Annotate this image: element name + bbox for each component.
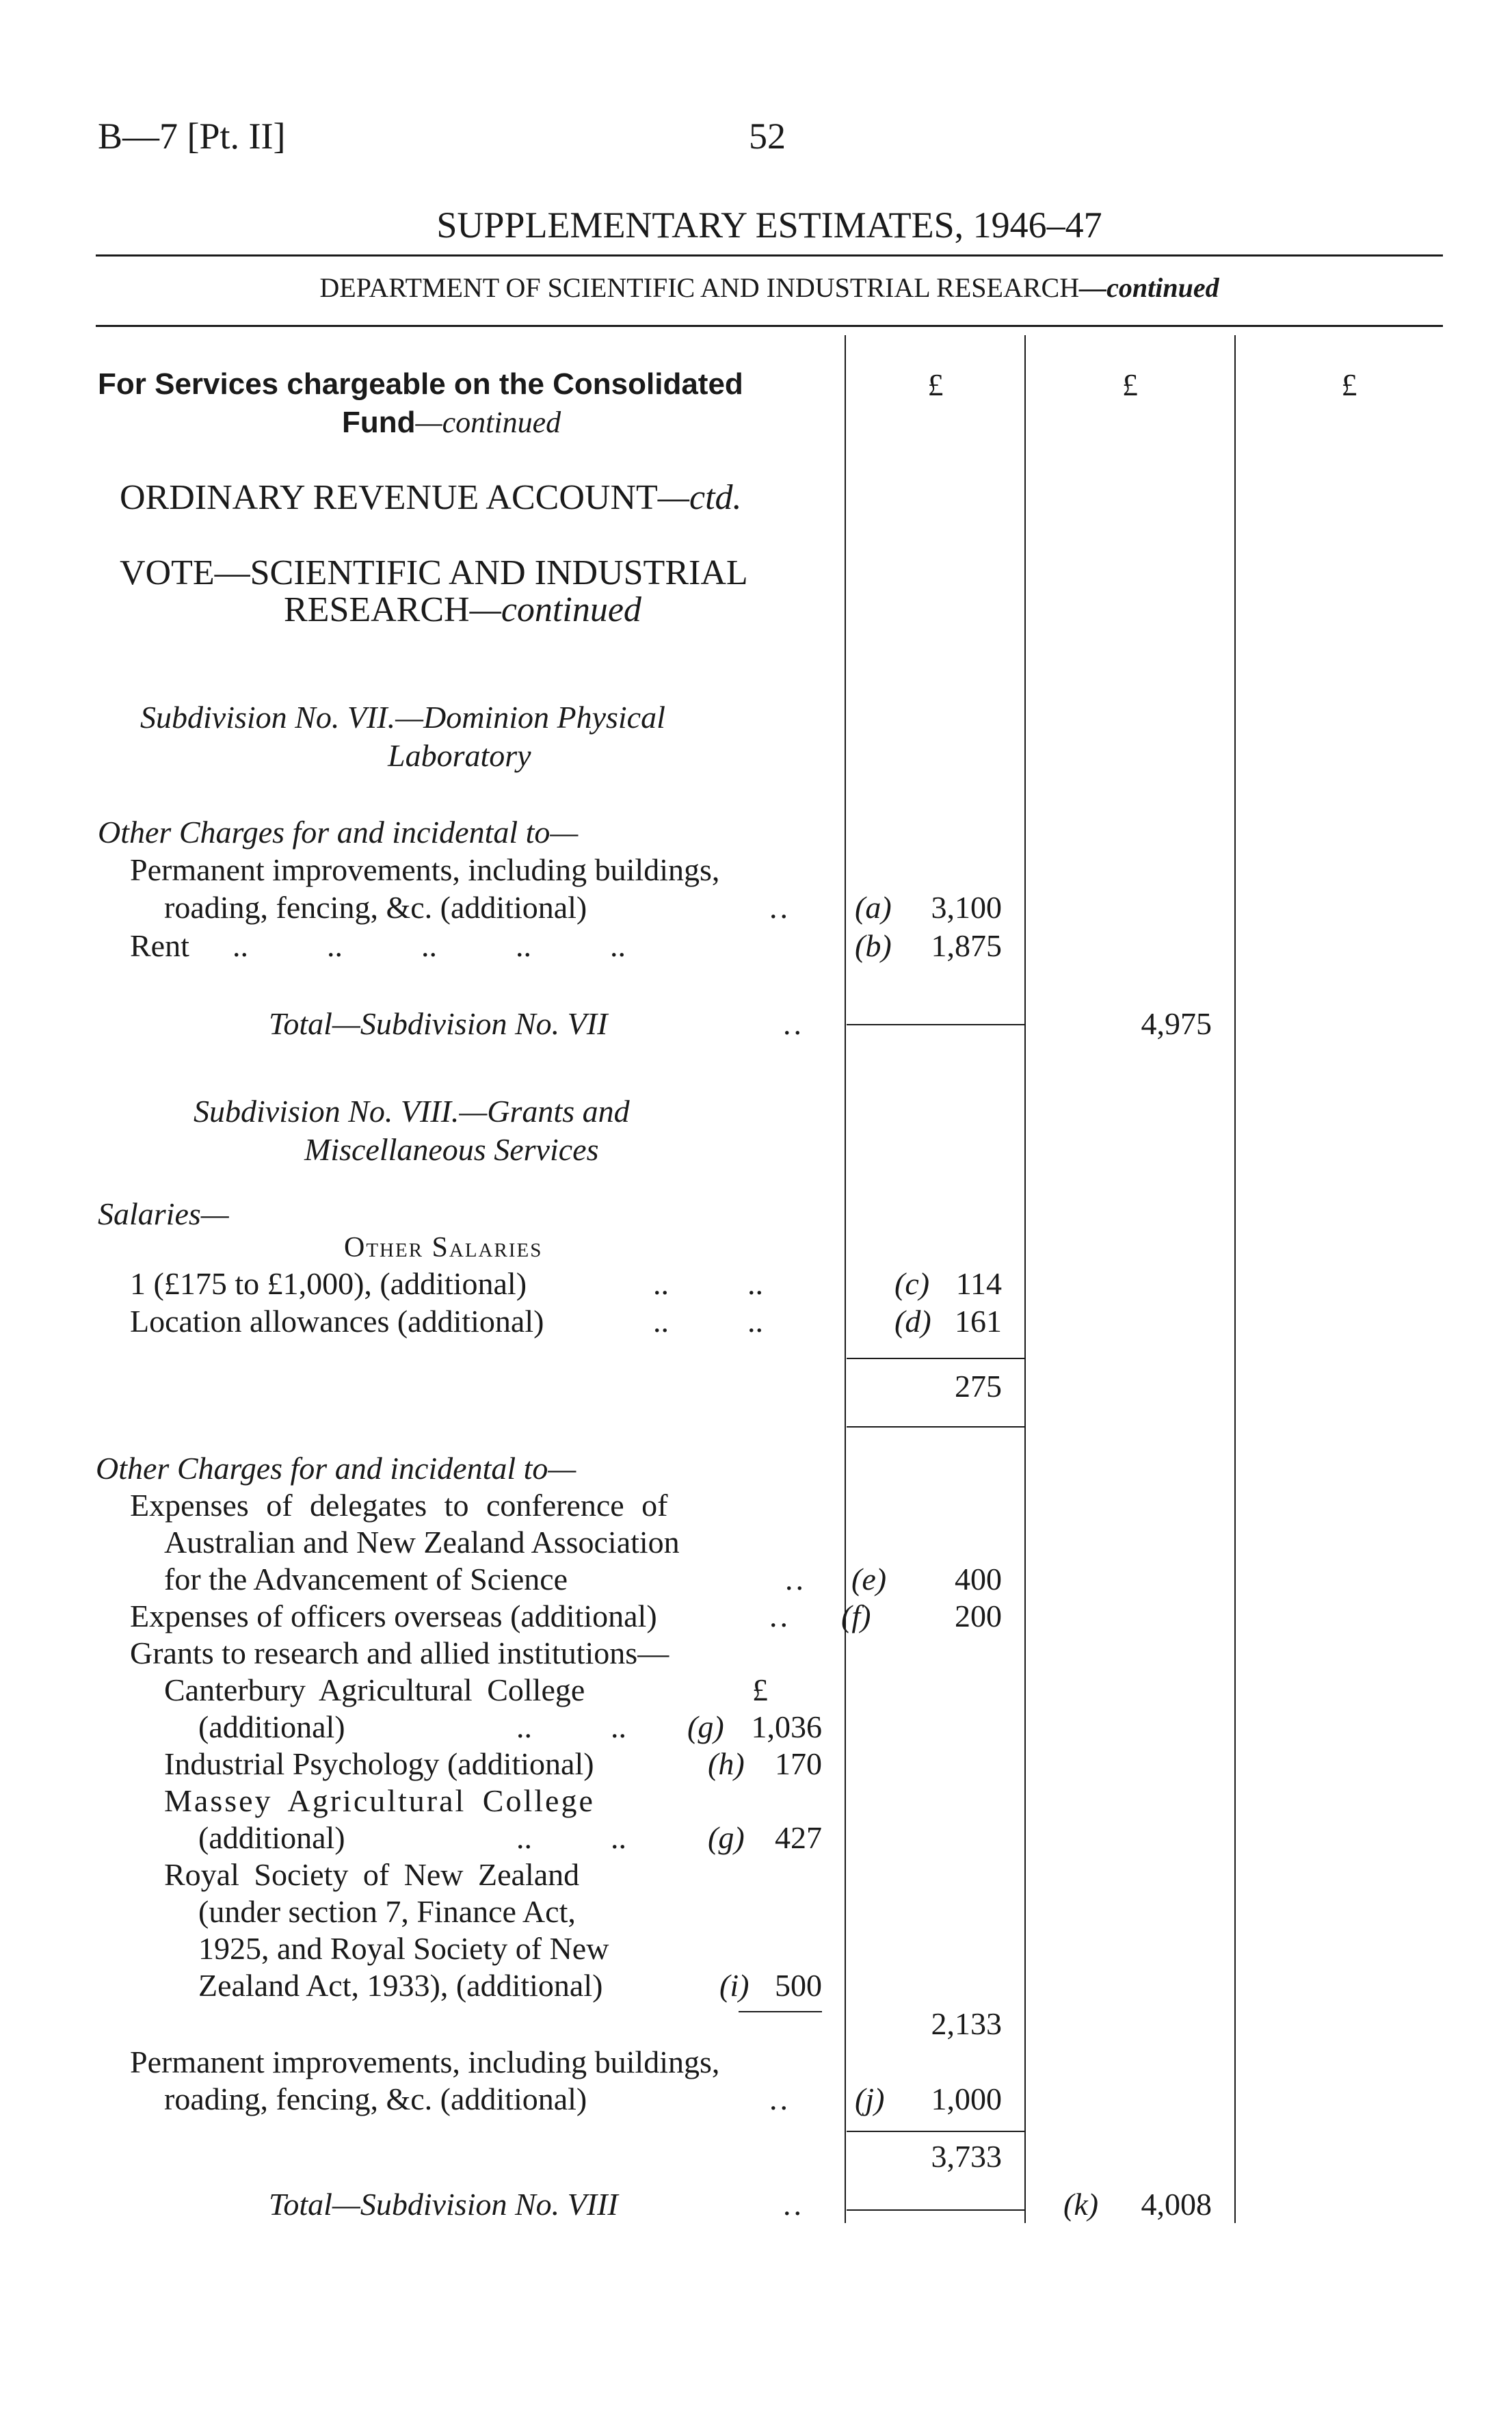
- sub8-other-subtotal: 3,733: [931, 2139, 1002, 2174]
- sub8-massey-line1: Massey Agricultural College: [164, 1783, 595, 1818]
- sub8-off-note: (f): [841, 1599, 871, 1633]
- sub8-perm-note: (j): [855, 2081, 885, 2116]
- sub8-royal-line1: Royal Society of New Zealand: [164, 1857, 580, 1892]
- sub8-massey-note: (g): [708, 1820, 745, 1855]
- sub8-loc-dots: .. ..: [653, 1304, 763, 1339]
- sub7-total-value: 4,975: [1141, 1006, 1212, 1041]
- sub8-off-value: 200: [955, 1599, 1002, 1633]
- department-rule: [96, 325, 1443, 327]
- title-rule: [96, 254, 1443, 257]
- department-suffix: —continued: [1079, 272, 1219, 303]
- vote-heading-line1: VOTE—SCIENTIFIC AND INDUSTRIAL: [120, 553, 748, 592]
- sub7-total-rule: [847, 1024, 1024, 1025]
- sub8-perm-line1: Permanent improvements, including buildings,: [130, 2045, 720, 2079]
- sub7-total-dots: ..: [783, 1006, 804, 1041]
- sub7-rent-note: (b): [855, 928, 892, 963]
- sub8-total-dots: ..: [783, 2187, 804, 2222]
- sub8-psych-label: Industrial Psychology (additional): [164, 1746, 594, 1781]
- sub8-heading-line2: Miscellaneous Services: [304, 1132, 599, 1167]
- sub8-salaries-rule-bottom: [847, 1426, 1024, 1428]
- vote-heading-line2: [284, 590, 641, 631]
- sub8-other-salaries: Other Salaries: [344, 1232, 543, 1263]
- sub8-del-line2: Australian and New Zealand Association: [164, 1525, 680, 1560]
- sub8-other-rule-bottom: [847, 2209, 1024, 2211]
- sub8-salaries-rule-top: [847, 1358, 1024, 1359]
- document-code: B—7 [Pt. II]: [98, 116, 286, 157]
- vote-research: RESEARCH: [284, 590, 470, 629]
- sub7-perm-line1: Permanent improvements, including buildings,: [130, 852, 720, 887]
- sub8-perm-dots: ..: [769, 2081, 791, 2116]
- services-fund: Fund: [342, 406, 416, 439]
- sub7-perm-value: 3,100: [931, 890, 1002, 925]
- sub8-loc-note: (d): [894, 1304, 931, 1339]
- account-name: ORDINARY REVENUE ACCOUNT: [120, 478, 658, 517]
- sub8-other-charges: Other Charges for and incidental to—: [96, 1451, 576, 1486]
- sub8-cant-note: (g): [687, 1709, 724, 1744]
- column-rule-1: [845, 335, 846, 2223]
- sub8-pound: £: [752, 1672, 768, 1707]
- sub8-psych-note: (h): [708, 1746, 745, 1781]
- sub8-cant-dots: .. ..: [516, 1709, 626, 1744]
- sub8-total-note: (k): [1063, 2187, 1099, 2222]
- sub7-heading-line1: Subdivision No. VII.—Dominion Physical: [140, 700, 665, 735]
- sub8-total-value: 4,008: [1141, 2187, 1212, 2222]
- sub8-heading-line1: Subdivision No. VIII.—Grants and: [194, 1094, 630, 1129]
- sub7-rent-label: Rent: [130, 928, 189, 963]
- sub8-perm-value: 1,000: [931, 2081, 1002, 2116]
- services-heading-line1: For Services chargeable on the Consolidated: [98, 367, 743, 401]
- sub8-massey-dots: .. ..: [516, 1820, 626, 1855]
- sub8-off-label: Expenses of officers overseas (additional): [130, 1599, 657, 1633]
- sub8-del-line3: for the Advancement of Science: [164, 1562, 568, 1596]
- services-heading-line2: [342, 405, 561, 440]
- sub8-royal-line2: (under section 7, Finance Act,: [198, 1894, 576, 1929]
- document-title: SUPPLEMENTARY ESTIMATES, 1946–47: [436, 205, 1102, 246]
- account-heading: [120, 477, 742, 518]
- sub8-sal1-value: 114: [955, 1266, 1002, 1301]
- sub8-grants-rule: [739, 2011, 822, 2012]
- sub8-grants-label: Grants to research and allied institutions—: [130, 1635, 669, 1670]
- services-suffix: —continued: [415, 406, 561, 439]
- sub8-del-line1: Expenses of delegates to conference of: [130, 1488, 668, 1523]
- sub8-psych-value: 170: [775, 1746, 822, 1781]
- column-rule-2: [1024, 335, 1026, 2223]
- sub8-salaries: Salaries—: [98, 1196, 229, 1231]
- column-header-3: £: [1341, 367, 1357, 402]
- sub8-sal1-dots: .. ..: [653, 1266, 763, 1301]
- sub7-total-label: Total—Subdivision No. VII: [269, 1006, 608, 1041]
- sub8-del-dots: ..: [785, 1562, 806, 1596]
- sub8-royal-line4: Zealand Act, 1933), (additional): [198, 1968, 603, 2003]
- sub8-cant-line2: (additional): [198, 1709, 345, 1744]
- sub8-massey-value: 427: [775, 1820, 822, 1855]
- vote-suffix: —continued: [469, 590, 641, 629]
- sub8-salaries-subtotal: 275: [955, 1369, 1002, 1404]
- column-header-1: £: [927, 367, 944, 402]
- sub8-del-value: 400: [955, 1562, 1002, 1596]
- sub7-rent-dots: .. .. .. .. ..: [233, 928, 626, 963]
- department-name: DEPARTMENT OF SCIENTIFIC AND INDUSTRIAL RESEARCH: [319, 272, 1080, 303]
- sub8-loc-value: 161: [955, 1304, 1002, 1339]
- sub7-rent-value: 1,875: [931, 928, 1002, 963]
- sub8-cant-line1: Canterbury Agricultural College: [164, 1672, 585, 1707]
- sub8-royal-value: 500: [775, 1968, 822, 2003]
- sub8-del-note: (e): [851, 1562, 887, 1596]
- sub8-sal1-note: (c): [894, 1266, 930, 1301]
- sub8-loc-label: Location allowances (additional): [130, 1304, 544, 1339]
- sub8-royal-line3: 1925, and Royal Society of New: [198, 1931, 609, 1966]
- sub8-other-rule-top: [847, 2131, 1024, 2132]
- sub7-other-charges: Other Charges for and incidental to—: [98, 815, 579, 850]
- sub8-total-label: Total—Subdivision No. VIII: [269, 2187, 618, 2222]
- sub8-massey-line2: (additional): [198, 1820, 345, 1855]
- sub7-perm-dots: ..: [769, 890, 791, 925]
- column-header-2: £: [1122, 367, 1138, 402]
- sub7-perm-note: (a): [855, 890, 892, 925]
- account-suffix: —ctd.: [657, 478, 742, 517]
- sub8-cant-value: 1,036: [751, 1709, 822, 1744]
- page-number: 52: [749, 116, 786, 157]
- sub7-heading-line2: Laboratory: [388, 738, 531, 773]
- sub8-sal1-label: 1 (£175 to £1,000), (additional): [130, 1266, 527, 1301]
- department-heading: [96, 272, 1443, 304]
- sub8-royal-note: (i): [719, 1968, 750, 2003]
- sub8-perm-line2: roading, fencing, &c. (additional): [164, 2081, 587, 2116]
- column-rule-3: [1234, 335, 1236, 2223]
- sub8-off-dots: ..: [769, 1599, 791, 1633]
- sub7-perm-line2: roading, fencing, &c. (additional): [164, 890, 587, 925]
- sub8-grants-subtotal: 2,133: [931, 2006, 1002, 2041]
